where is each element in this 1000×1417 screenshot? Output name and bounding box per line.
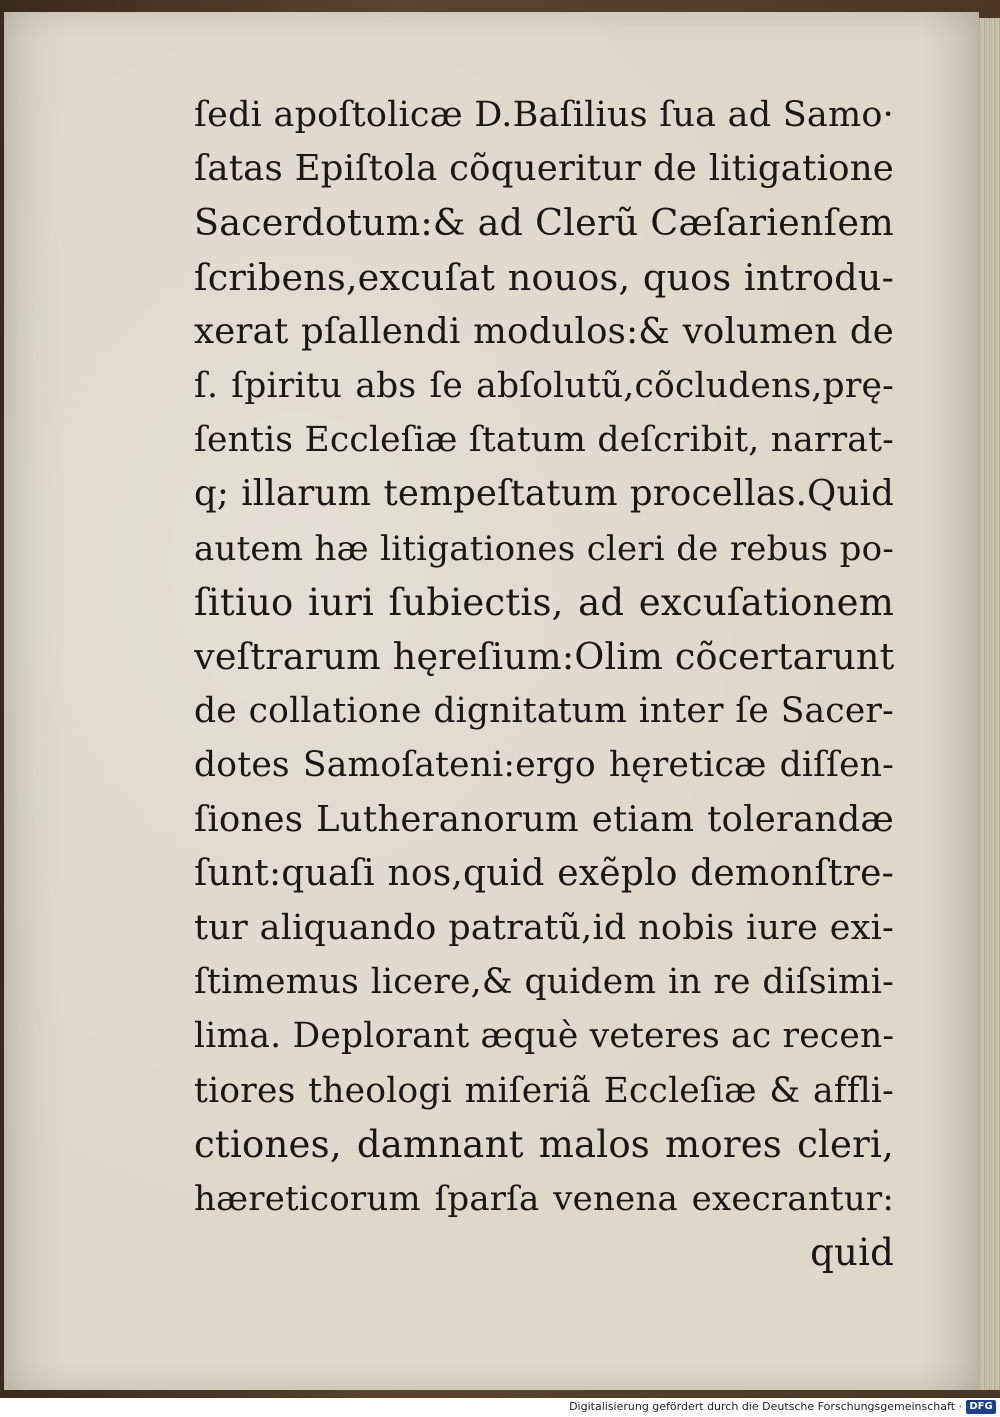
text-line: ſ. ſpiritu abs ſe abſolutũ,cõcludens,prę- xyxy=(194,366,894,407)
funding-notice: Digitalisierung gefördert durch die Deutsche Forschungsgemeinschaft · xyxy=(569,1400,962,1413)
text-line: dotes Samoſateni:ergo hęreticæ diſſen- xyxy=(194,745,894,786)
text-line: lima. Deplorant æquè veteres ac recen- xyxy=(194,1016,894,1057)
text-line: ſentis Eccleſiæ ſtatum deſcribit, narrat- xyxy=(194,420,894,461)
text-line: ſiones Lutheranorum etiam tolerandæ xyxy=(194,798,894,840)
text-line: ſatas Epiſtola cõqueritur de litigatione xyxy=(194,148,894,190)
text-line: de collatione dignitatum inter ſe Sacer- xyxy=(194,691,894,732)
catchword: quid xyxy=(810,1231,894,1275)
text-line: tur aliquando patratũ,id nobis iure exi- xyxy=(194,908,894,949)
text-line: ſtimemus licere,& quidem in re diſsimi- xyxy=(194,962,894,1003)
book-page xyxy=(4,12,979,1390)
text-line: ſedi apoſtolicæ D.Baſilius ſua ad Samo· xyxy=(194,95,894,135)
text-line: hæreticorum ſparſa venena execrantur: xyxy=(194,1179,894,1220)
text-line: ſunt:quaſi nos,quid exẽplo demonſtre- xyxy=(194,852,894,894)
page-text-block xyxy=(194,88,894,1280)
text-line: ſitiuo iuri ſubiectis, ad excuſationem xyxy=(194,580,894,624)
text-line: q; illarum tempeſtatum procellas.Quid xyxy=(194,473,894,515)
text-line: tiores theologi miſeriã Eccleſiæ & affli- xyxy=(194,1070,894,1111)
footer-bar xyxy=(0,1398,1000,1417)
text-line: ſcribens,excuſat nouos, quos introdu- xyxy=(194,255,894,299)
text-line: autem hæ litigationes cleri de rebus po- xyxy=(194,528,894,569)
dfg-logo-icon: DFG xyxy=(966,1400,996,1414)
text-line: xerat pſallendi modulos:& volumen de xyxy=(194,310,894,352)
text-line: veſtrarum hęreſium:Olim cõcertarunt xyxy=(194,635,894,679)
text-line: ctiones, damnant malos mores cleri, xyxy=(194,1122,894,1166)
text-line: Sacerdotum:& ad Clerũ Cæſarienſem xyxy=(194,201,894,245)
